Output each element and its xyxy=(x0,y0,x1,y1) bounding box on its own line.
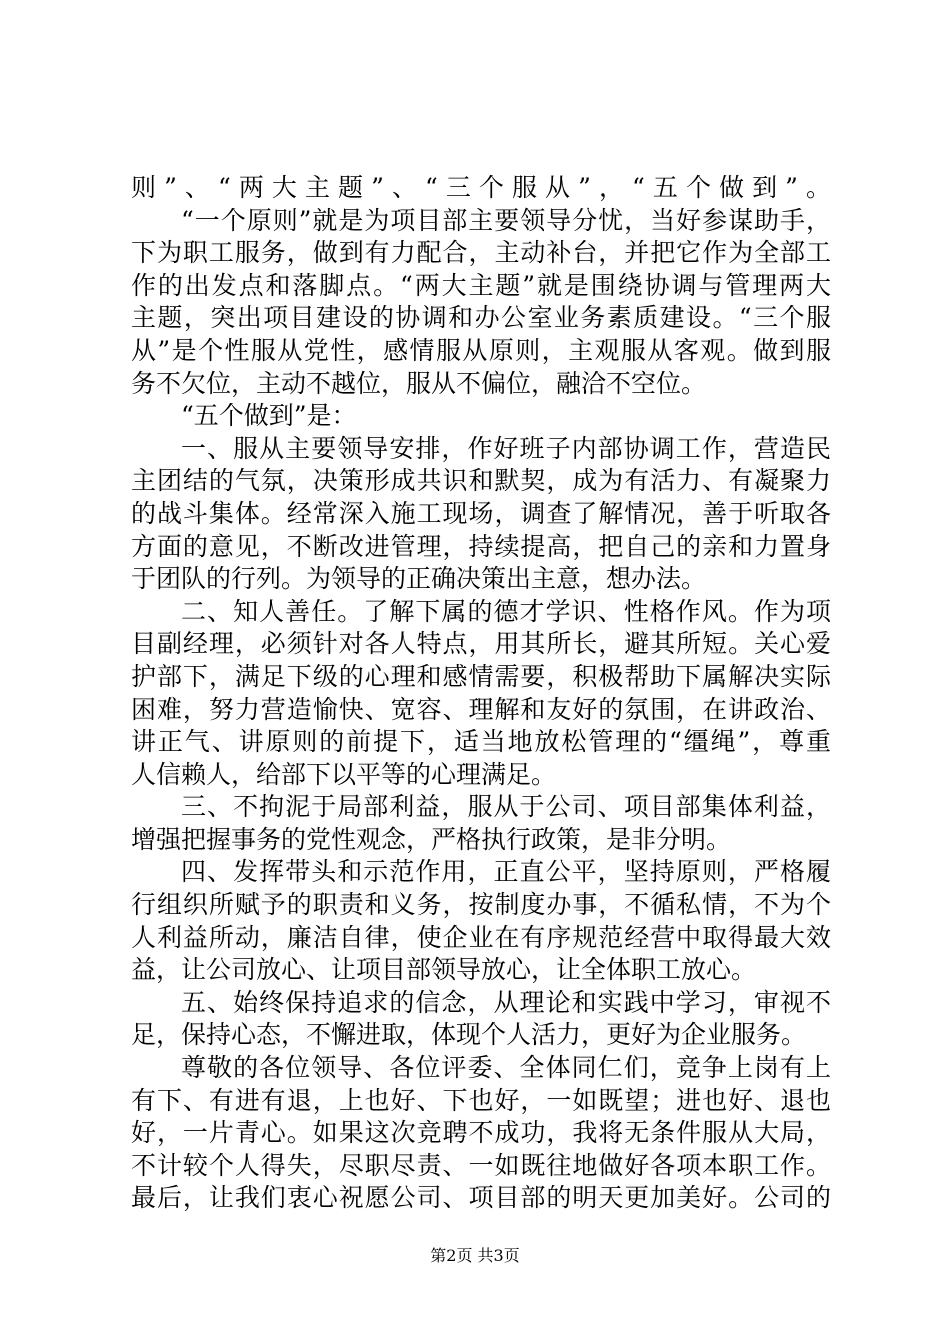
text-line: 不计较个人得失，尽职尽责、一如既往地做好各项本职工作。 xyxy=(131,1150,831,1180)
text-line: 下为职工服务，做到有力配合，主动补台，并把它作为全部工 xyxy=(131,238,831,268)
text-line: 有下、有进有退，上也好、下也好，一如既望；进也好、退也 xyxy=(131,1085,831,1115)
text-line: 三、不拘泥于局部利益，服从于公司、项目部集体利益， xyxy=(181,792,831,822)
text-line: 护部下，满足下级的心理和感情需要，积极帮助下属解决实际 xyxy=(131,661,831,691)
text-line: 益，让公司放心、让项目部领导放心，让全体职工放心。 xyxy=(131,955,757,985)
text-line: 最后，让我们衷心祝愿公司、项目部的明天更加美好。公司的 xyxy=(131,1183,831,1213)
page-number-footer: 第2页 共3页 xyxy=(430,1246,520,1265)
text-line: 人信赖人，给部下以平等的心理满足。 xyxy=(131,759,557,789)
text-line: 五、始终保持追求的信念，从理论和实践中学习，审视不 xyxy=(181,987,831,1017)
text-line: 从”是个性服从党性，感情服从原则，主观服从客观。做到服 xyxy=(131,335,831,365)
text-line: 增强把握事务的党性观念，严格执行政策，是非分明。 xyxy=(131,824,732,854)
text-line: 的战斗集体。经常深入施工现场，调查了解情况，善于听取各 xyxy=(131,498,831,528)
text-line: 主题，突出项目建设的协调和办公室业务素质建设。“三个服 xyxy=(131,303,831,333)
text-line: 好，一片青心。如果这次竞聘不成功，我将无条件服从大局， xyxy=(131,1118,831,1148)
text-line: 讲正气、讲原则的前提下，适当地放松管理的“缰绳”，尊重 xyxy=(131,727,831,757)
text-line: 四、发挥带头和示范作用，正直公平，坚持原则，严格履 xyxy=(181,857,831,887)
text-line: 目副经理，必须针对各人特点，用其所长，避其所短。关心爱 xyxy=(131,629,831,659)
text-line: 主团结的气氛，决策形成共识和默契，成为有活力、有凝聚力 xyxy=(131,466,831,496)
text-line: “一个原则”就是为项目部主要领导分忧，当好参谋助手， xyxy=(181,205,831,235)
document-body xyxy=(131,172,831,1215)
text-line: 方面的意见，不断改进管理，持续提高，把自己的亲和力置身 xyxy=(131,531,831,561)
text-line: 行组织所赋予的职责和义务，按制度办事，不循私情，不为个 xyxy=(131,890,831,920)
text-line: 则”、“两大主题”、“三个服从”，“五个做到”。 xyxy=(131,173,831,202)
text-line: 二、知人善任。了解下属的德才学识、性格作风。作为项 xyxy=(181,596,831,626)
text-line: “五个做到”是： xyxy=(181,401,357,431)
text-line: 一、服从主要领导安排，作好班子内部协调工作，营造民 xyxy=(181,433,831,463)
text-line: 于团队的行列。为领导的正确决策出主意，想办法。 xyxy=(131,564,707,594)
text-line: 作的出发点和落脚点。“两大主题”就是围绕协调与管理两大 xyxy=(131,270,831,300)
text-line: 足，保持心态，不懈进取，体现个人活力，更好为企业服务。 xyxy=(131,1020,807,1050)
text-line: 人利益所动，廉洁自律，使企业在有序规范经营中取得最大效 xyxy=(131,922,831,952)
text-line: 困难，努力营造愉快、宽容、理解和友好的氛围，在讲政治、 xyxy=(131,694,831,724)
text-line: 务不欠位，主动不越位，服从不偏位，融洽不空位。 xyxy=(131,368,707,398)
text-line: 尊敬的各位领导、各位评委、全体同仁们，竞争上岗有上 xyxy=(181,1053,831,1083)
